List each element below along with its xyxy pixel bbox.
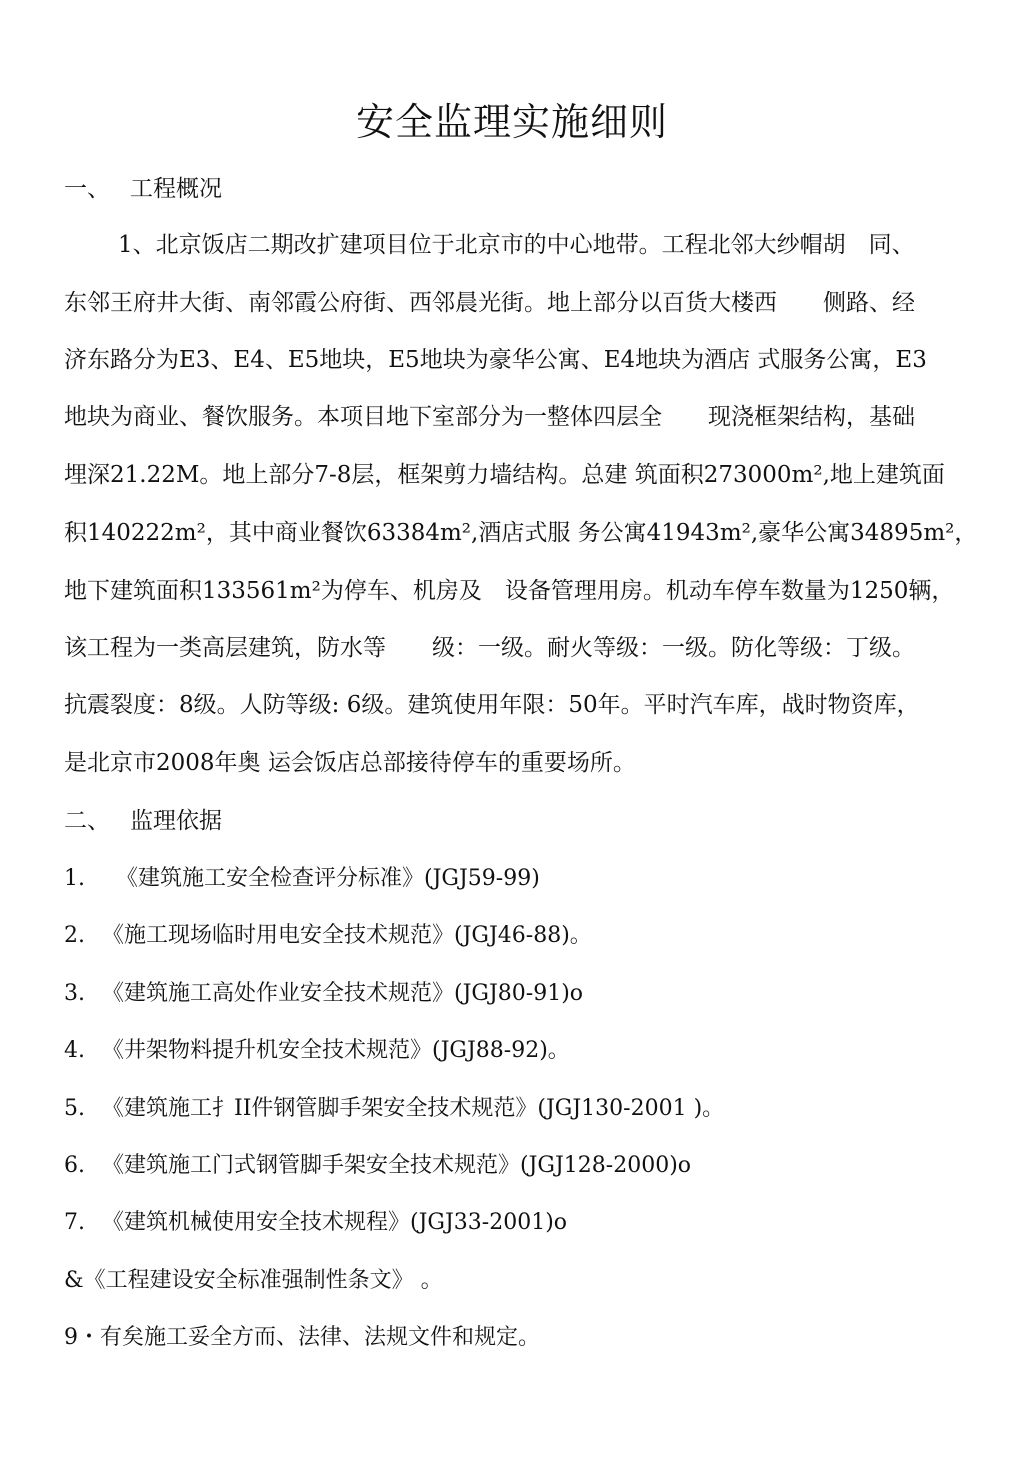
paragraph-line: 济东路分为E3、E4、E5地块，E5地块为豪华公寓、E4地块为酒店 式服务公寓，E3 [64,347,927,373]
paragraph-line: 积140222m²，其中商业餐饮63384m²,酒店式服 务公寓41943m²,豪华公寓34895m²， [64,520,978,546]
section-title: 工程概况 [130,176,222,202]
reference-text: 《施工现场临时用电安全技术规范》(JGJ46-88)。 [102,923,592,948]
paragraph-line: 地下建筑面积133561m²为停车、机房及 设备管理用房。机动车停车数量为1250辆， [64,578,955,604]
section-heading-basis [64,806,222,836]
reference-item [64,979,583,1009]
paragraph-line: 1、北京饭店二期改扩建项目位于北京市的中心地带。工程北邻大纱帽胡 同、 [118,232,915,258]
reference-number: 6. [64,1153,85,1178]
reference-item [64,921,592,951]
reference-number: 9・ [64,1325,100,1350]
reference-item [64,1323,540,1353]
paragraph-line: 东邻王府井大街、南邻霞公府街、西邻晨光街。地上部分以百货大楼西 侧路、经 [64,290,915,316]
section-title: 监理依据 [130,808,222,834]
reference-number: 3. [64,981,85,1006]
paragraph-line: 埋深21.22M。地上部分7-8层，框架剪力墙结构。总建 筑面积273000m²,地上建筑面 [64,462,945,488]
paragraph-line: 抗震裂度：8级。人防等级: 6级。建筑使用年限：50年。平时汽车库，战时物资库， [64,692,920,718]
paragraph-line: 该工程为一类高层建筑，防水等 级：一级。耐火等级：一级。防化等级：丁级。 [64,635,915,661]
reference-text: 《建筑施工门式钢管脚手架安全技术规范》(JGJ128-2000)o [102,1153,692,1178]
reference-text: 《建筑施工安全检查评分标准》(JGJ59-99) [116,866,540,891]
reference-item [64,1266,443,1296]
reference-number: 5. [64,1096,85,1121]
reference-text: 《建筑机械使用安全技术规程》(JGJ33-2001)o [102,1210,568,1235]
document-title: 安全监理实施细则 [355,100,668,144]
reference-text: 《井架物料提升机安全技术规范》(JGJ88-92)。 [102,1038,570,1063]
reference-number: & [64,1268,84,1293]
reference-item [64,864,540,894]
section-number: 二、 [64,808,110,834]
reference-number: 2. [64,923,85,948]
reference-number: 1. [64,866,85,891]
reference-text: 《建筑施工高处作业安全技术规范》(JGJ80-91)o [102,981,584,1006]
paragraph-line: 是北京市2008年奥 运会饭店总部接待停车的重要场所。 [64,750,636,776]
paragraph-line: 地块为商业、餐饮服务。本项目地下室部分为一整体四层全 现浇框架结构，基础 [64,404,915,430]
reference-text: 有矣施工妥全方而、法律、法规文件和规定。 [100,1325,541,1350]
reference-text: 《建筑施工扌II件钢管脚手架安全技术规范》(JGJ130-2001 )。 [102,1096,725,1121]
section-heading-overview [64,174,222,204]
reference-item [64,1094,724,1124]
reference-number: 4. [64,1038,85,1063]
reference-item [64,1208,567,1238]
reference-number: 7. [64,1210,85,1235]
reference-item [64,1036,570,1066]
reference-item [64,1151,691,1181]
reference-text: 《工程建设安全标准强制性条文》 。 [83,1268,443,1293]
section-number: 一、 [64,176,110,202]
